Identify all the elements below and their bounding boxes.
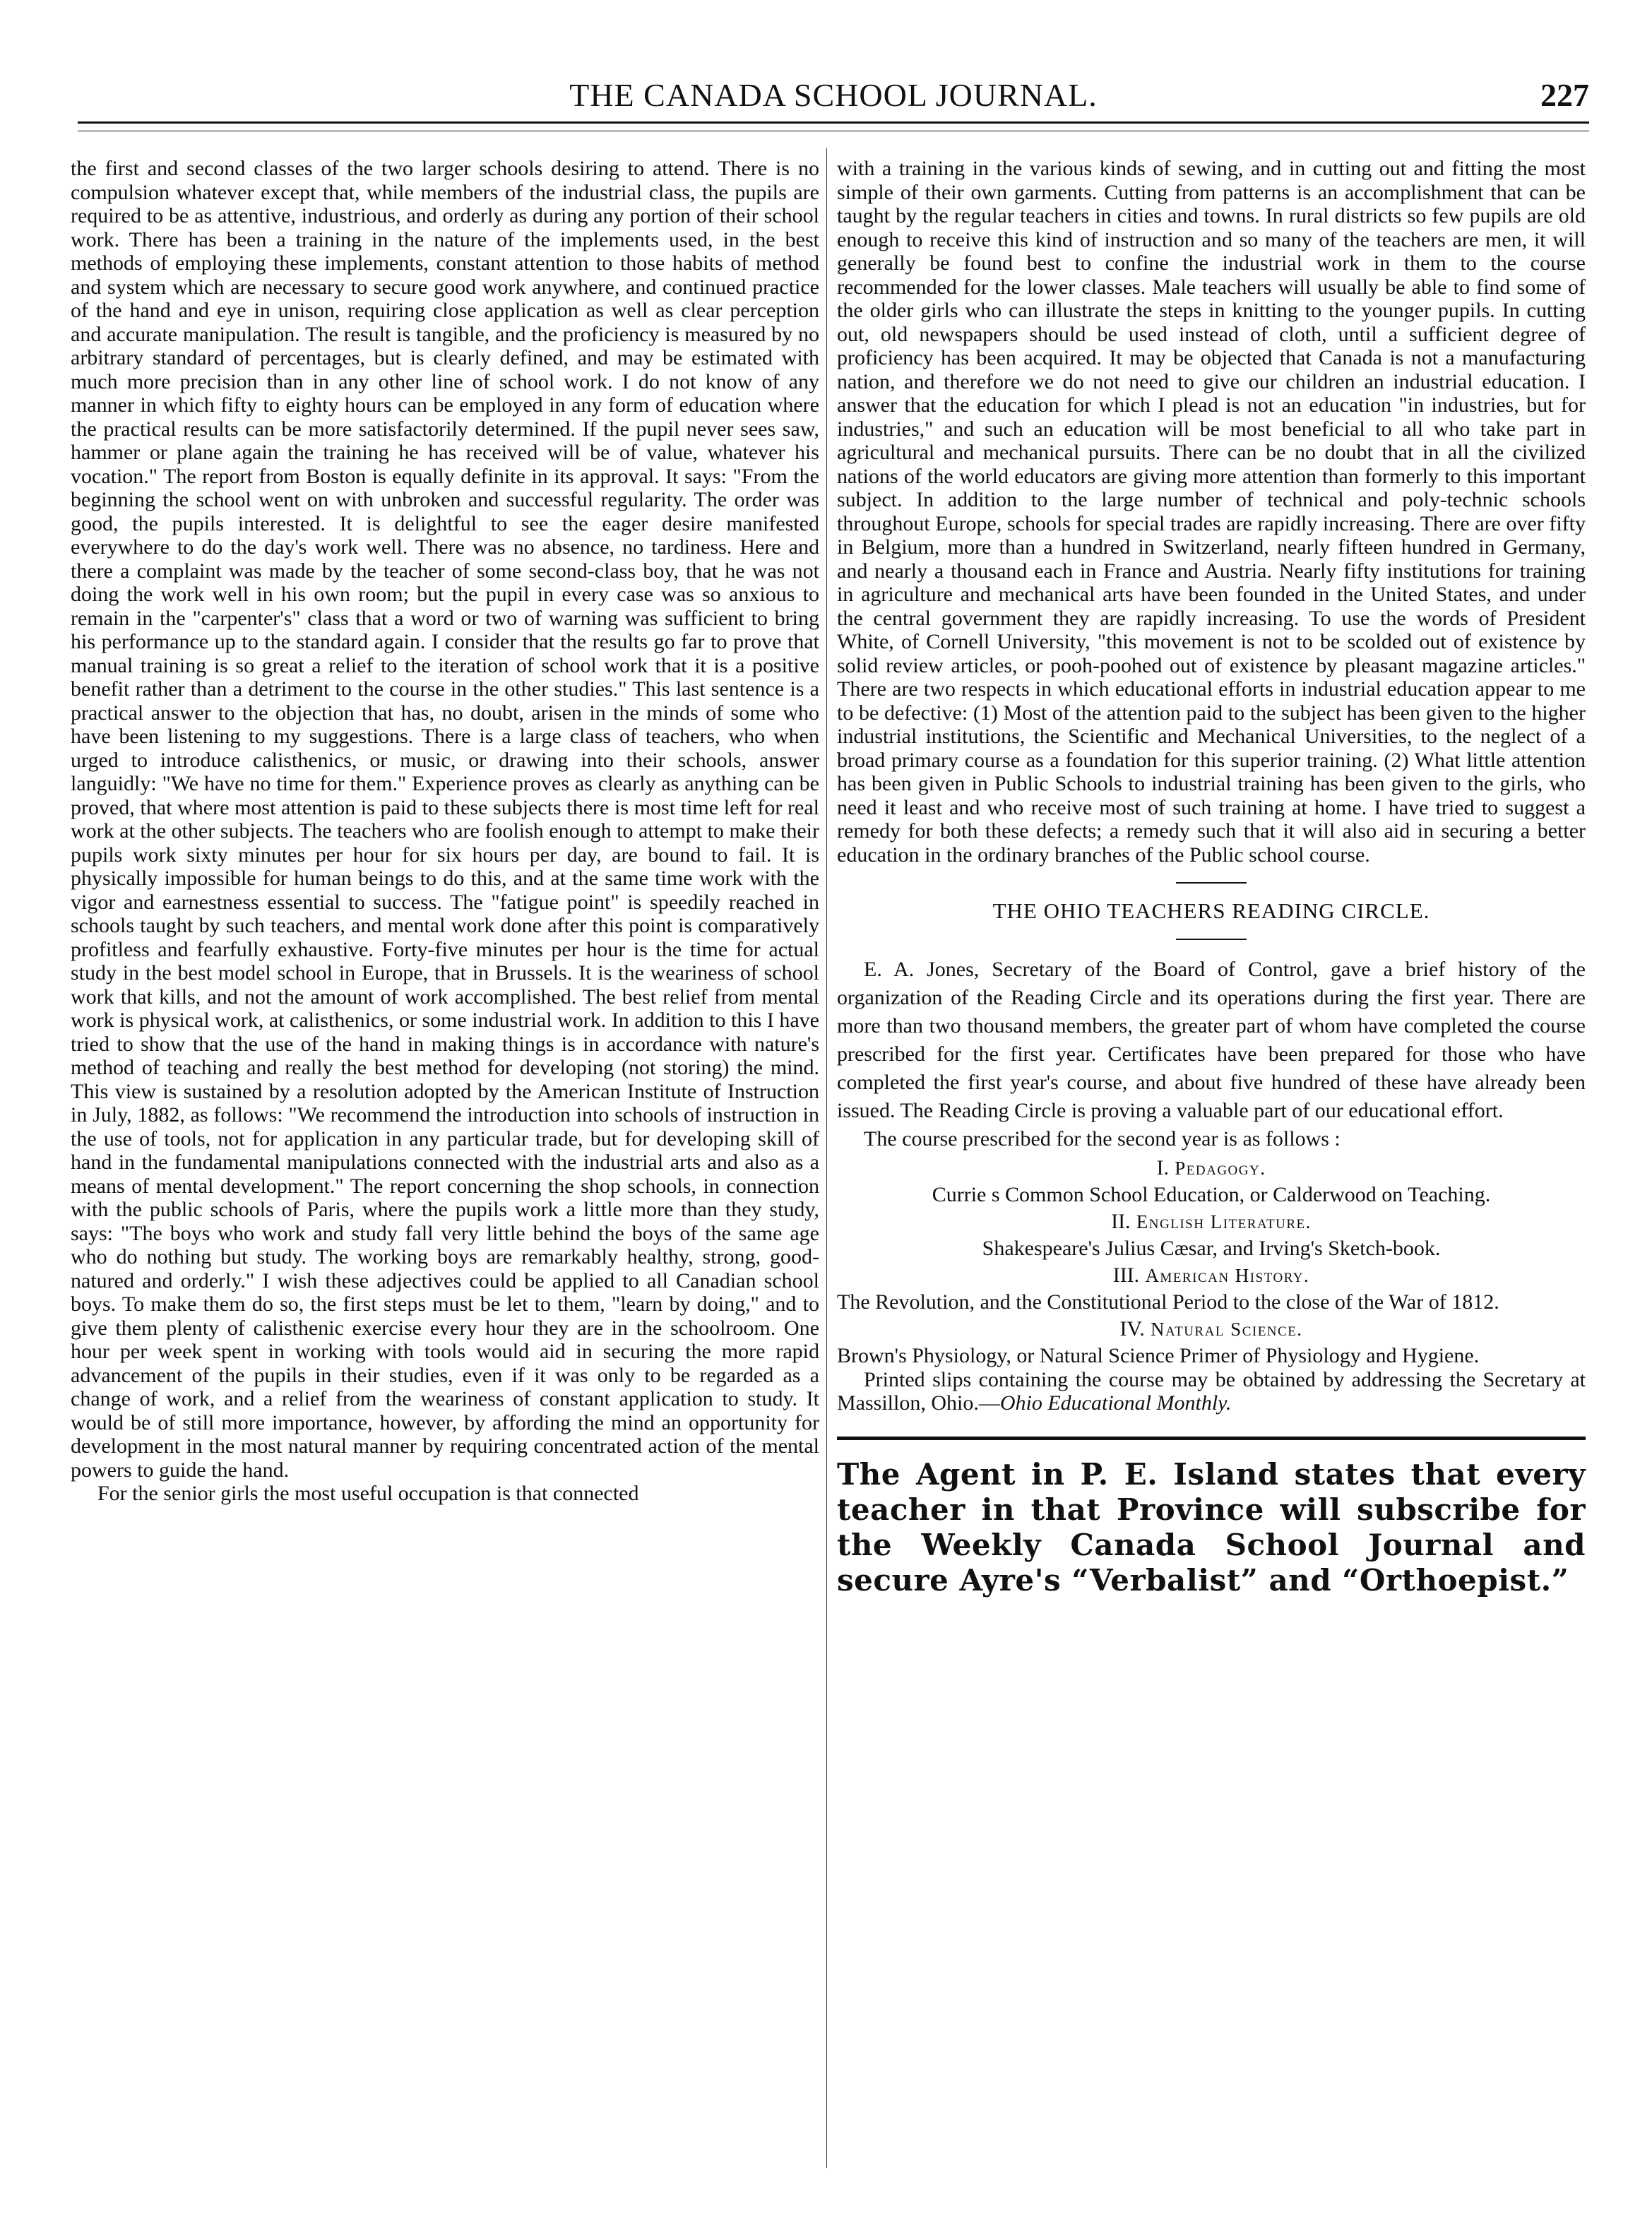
right-column xyxy=(837,157,1586,2177)
notice-rule xyxy=(837,1437,1586,1440)
subscription-notice: The Agent in P. E. Island states that every teacher in that Province will subscribe for the Weekly Canada School Journal and secure Ayre's “Verbalist” and “Orthoepist.” xyxy=(837,1456,1586,1598)
article-closing: Printed slips containing the course may be obtained by addressing the Secretary at Massillon, Ohio.—Ohio Educational Monthly. xyxy=(837,1367,1586,1415)
left-column xyxy=(71,157,819,2177)
article-intro: E. A. Jones, Secretary of the Board of Control, gave a brief history of the organization of the Reading Circle and its operations during the first year. There are more than two thousand members, the greater part of whom have completed the course prescribed for the first year. Certificates have been prepared for those who have completed the first year's course, and about five hundred of these have already been issued. The Reading Circle is proving a valuable part of our educational effort. xyxy=(837,957,1586,1122)
section-rule xyxy=(1176,882,1247,884)
course-heading: I. Pedagogy. xyxy=(1156,1155,1266,1179)
article-source: Ohio Educational Monthly. xyxy=(999,1391,1232,1415)
column-divider xyxy=(826,148,827,2168)
left-column-paragraph: the first and second classes of the two larger schools desiring to attend. There is no compulsion whatever except that, while members of the industrial class, the pupils are required to be as attentive, industrious, and orderly as during any portion of their school work. There has been a training in the nature of the implements used, in the best methods of employing these implements, constant attention to those habits of method and system which are necessary to secure good work anywhere, and continued practice of the hand and eye in unison, requiring close application as well as clear perception and accurate manipulation. The result is tangible, and the proficiency is measured by no arbitrary standard of percentages, but is clearly defined, and may be estimated with much more precision than in any other line of school work. I do not know of any manner in which fifty to eighty hours can be employed in any form of education where the practical results can be more satisfactorily determined. If the pupil never sees saw, hammer or plane again the training he has received will be of value, whatever his vocation." The report from Boston is equally definite in its approval. It says: "From the beginning the school went on with unbroken and successful regularity. The order was good, the pupils interested. It is delightful to see the eager desire manifested everywhere to do the day's work well. There was no absence, no tardiness. Here and there a complaint was made by the teacher of some second-class boy, that he was not doing the work well in his own room; but the pupil in every case was so anxious to remain in the "carpenter's" class that a word or two of warning was sufficient to bring his performance up to the standard again. I consider that the results go far to prove that manual training is so great a relief to the iteration of school work that it is a positive benefit rather than a detriment to the course in the other studies." This last sentence is a practical answer to the objection that has, no doubt, arisen in the minds of some who have been listening to my suggestions. There is a large class of teachers, who when urged to introduce calisthenics, or music, or drawing into their schools, answer languidly: "We have no time for them." Experience proves as clearly as anything can be proved, that where most attention is paid to these subjects there is most time left for real work at the other subjects. The teachers who are foolish enough to attempt to make their pupils work sixty minutes per hour for six hours per day, are bound to fail. It is physically impossible for human beings to do this, and at the same time work with the vigor and earnestness essential to success. The "fatigue point" is speedily reached in schools taught by such teachers, and mental work done after this point is comparatively profitless and fearfully exhaustive. Forty-five minutes per hour is the time for actual study in the best model school in Europe, that in Brussels. It is the weariness of school work that kills, and not the amount of work accomplished. The best relief from mental work is physical work, at calisthenics, or some industrial work. In addition to this I have tried to show that the use of the hand in making things is in accordance with nature's method of teaching and really the best method for developing (not storing) the mind. This view is sustained by a resolution adopted by the American Institute of Instruction in July, 1882, as follows: "We recommend the introduction into schools of instruction in the use of tools, not for application in any particular trade, but for developing skill of hand in the fundamental manipulations connected with the industrial arts and also as a means of mental development." The report concerning the shop schools, in connection with the public schools of Paris, where the pupils work a little more than they study, says: "The boys who work and study fall very little behind the boys of the same age who do nothing but study. The working boys are remarkably healthy, strong, good-natured and orderly." I wish these adjectives could be applied to all Canadian school boys. To make them do so, the first steps must be let to them, "learn by doing," and to give them plenty of calisthenic exercise every hour they are in the schoolroom. One hour per week spent in working with tools would aid in securing the more rapid advancement of the pupils in their studies, even if it was only to be regarded as a change of work, and a relief from the weariness of constant application to study. It would be of still more importance, however, by affording the mind an opportunity for development in the most natural manner by requiring concentrated action of the mental powers to guide the hand. xyxy=(71,157,819,1482)
page-number: 227 xyxy=(1540,77,1589,113)
course-heading: II. English Literature. xyxy=(1111,1209,1312,1233)
course-entry: Shakespeare's Julius Cæsar, and Irving's Sketch-book. xyxy=(982,1237,1441,1260)
article-body xyxy=(837,956,1586,1153)
course-heading: IV. Natural Science. xyxy=(1119,1316,1303,1340)
course-entry: The Revolution, and the Constitutional Period to the close of the War of 1812. xyxy=(837,1290,1499,1314)
article-heading: THE OHIO TEACHERS READING CIRCLE. xyxy=(992,898,1430,923)
course-entry: Currie s Common School Education, or Calderwood on Teaching. xyxy=(932,1183,1491,1206)
right-column-continuation: with a training in the various kinds of sewing, and in cutting out and fitting the most simple of their own garments. Cutting from patterns is an accomplishment that can be taught by the regular teachers in cities and towns. In rural districts so few pupils are old enough to receive this kind of instruction and so many of the teachers are men, it will generally be found best to confine the industrial work in them to the course recommended for the lower classes. Male teachers will usually be able to find some of the older girls who can illustrate the steps in knitting to the younger pupils. In cutting out, old newspapers should be used instead of cloth, until a sufficient degree of proficiency has been acquired. It may be objected that Canada is not a manufacturing nation, and therefore we do not need to give our children an industrial education. I answer that the education for which I plead is not an education "in industries, but for industries," and such an education will be most beneficial to all who take part in agricultural and mechanical pursuits. There can be no doubt that in all the civilized nations of the world educators are giving more attention than formerly to this important subject. In addition to the large number of technical and poly-technic schools throughout Europe, schools for special trades are rapidly increasing. There are over fifty in Belgium, more than a hundred in Switzerland, nearly fifteen hundred in Germany, and nearly a thousand each in France and Austria. Nearly fifty institutions for training in agriculture and mechanical arts have been founded in the United States, and under the central government they are rapidly increasing. To use the words of President White, of Cornell University, "this movement is not to be scolded out of existence by solid review articles, or pooh-poohed out of existence by pleasant magazine articles." There are two respects in which educational efforts in industrial education appear to me to be defective: (1) Most of the attention paid to the subject has been given to the higher industrial institutions, the Scientific and Mechanical Universities, to the neglect of a broad primary course as a foundation for this superior training. (2) What little attention has been given in Public Schools to industrial training has been given to the girls, who need it least and who receive most of such training at home. I have tried to suggest a remedy for both these defects; a remedy such that it will also aid in securing a better education in the ordinary branches of the Public school course. xyxy=(837,157,1586,867)
section-rule xyxy=(1176,939,1247,940)
page-header xyxy=(78,76,1589,119)
course-list xyxy=(837,1156,1586,1368)
course-entry: Brown's Physiology, or Natural Science Primer of Physiology and Hygiene. xyxy=(837,1344,1480,1367)
course-heading: III. American History. xyxy=(1112,1263,1310,1287)
left-column-paragraph: For the senior girls the most useful occupation is that connected xyxy=(97,1482,639,1505)
course-intro: The course prescribed for the second year is as follows : xyxy=(864,1126,1341,1150)
header-rule xyxy=(78,121,1589,131)
journal-title: THE CANADA SCHOOL JOURNAL. xyxy=(569,77,1098,113)
